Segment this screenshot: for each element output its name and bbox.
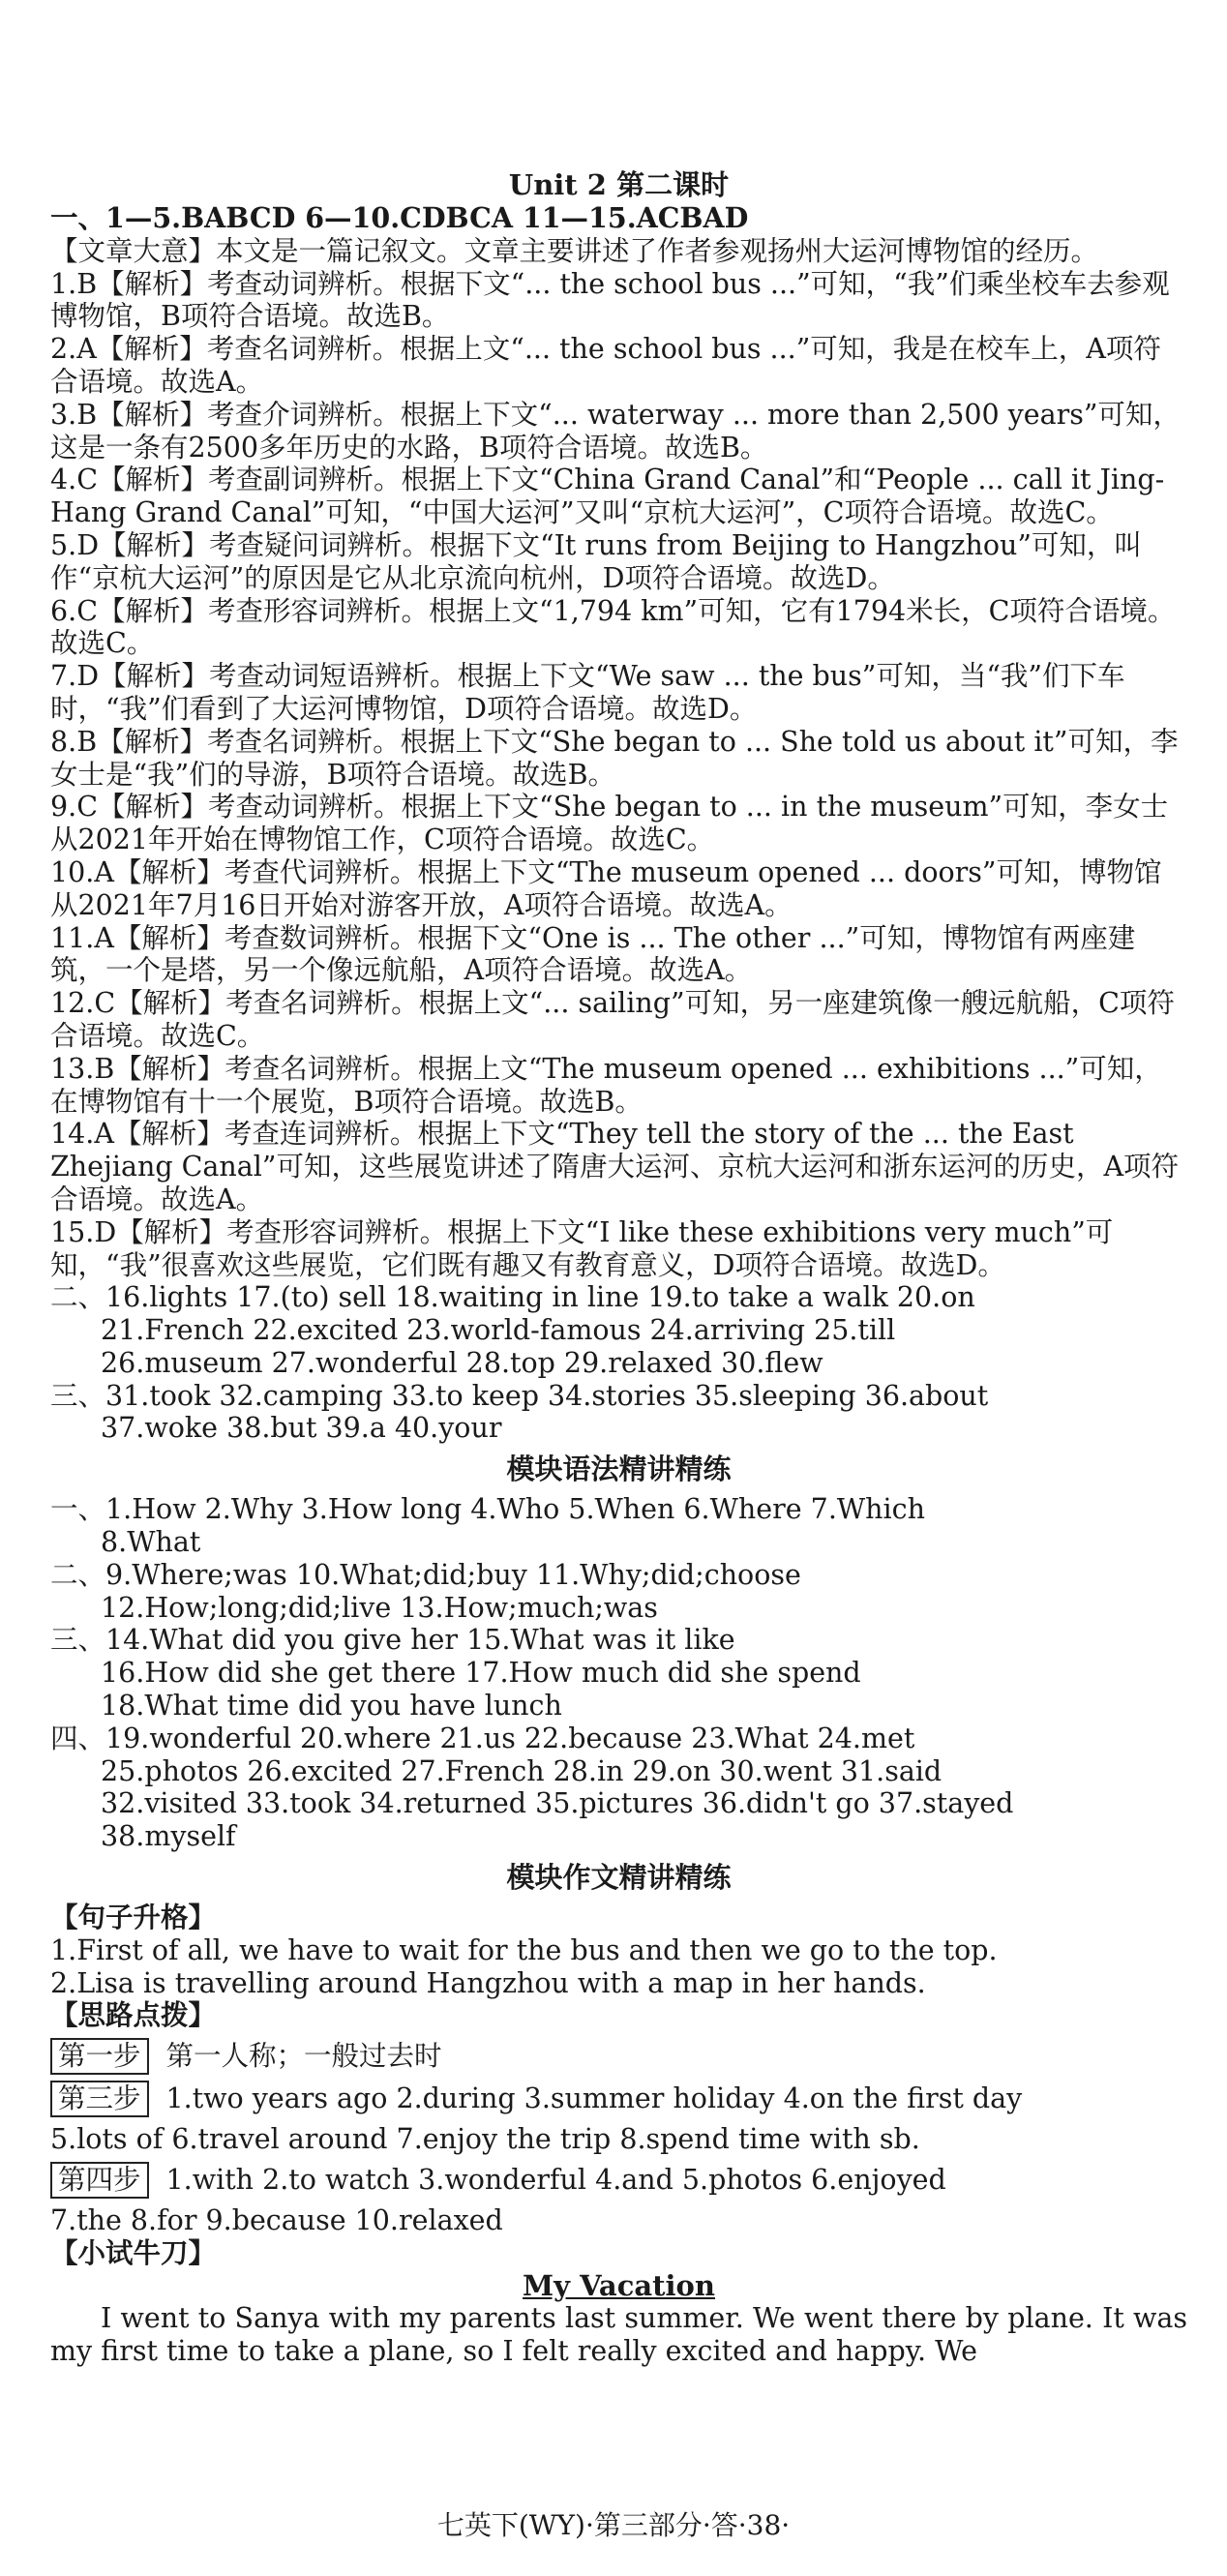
answer-line: 二、9.Where;was 10.What;did;buy 11.Why;did;choose (50, 1558, 801, 1591)
grammar-part-1 (50, 1493, 1187, 1559)
answer-line: 25.photos 26.excited 27.French 28.in 29.on 30.went 31.said (101, 1754, 943, 1787)
step-3 (50, 2081, 1187, 2117)
answer-line: 21.French 22.excited 23.world-famous 24.arriving 25.till (101, 1314, 896, 1347)
explanation-item: 13.B【解析】考查名词辨析。根据上文“The museum opened ... exhibitions ...”可知，在博物馆有十一个展览，B项符合语境。故选B。 (50, 1052, 1162, 1118)
step-4 (50, 2162, 1187, 2199)
answer-line: 32.visited 33.took 34.returned 35.pictures 36.didn't go 37.stayed (101, 1787, 1014, 1820)
section-1-answers: 一、1—5.BABCD 6—10.CDBCA 11—15.ACBAD (50, 201, 749, 234)
explanation-item: 4.C【解析】考查副词辨析。根据上下文“China Grand Canal”和“People ... call it Jing-Hang Grand Canal”可知，“中国大运河”又叫“京杭大运河”，C项符合语境。故选C。 (50, 464, 1165, 529)
section-3-answers (50, 1380, 1187, 1446)
grammar-part-3 (50, 1624, 1187, 1722)
grammar-part-4 (50, 1722, 1187, 1853)
article-summary: 【文章大意】本文是一篇记叙文。文章主要讲述了作者参观扬州大运河博物馆的经历。 (50, 234, 1099, 267)
essay-title: My Vacation (523, 2268, 715, 2302)
answer-line: 12.How;long;did;live 13.How;much;was (101, 1591, 658, 1624)
trial-heading: 【小试牛刀】 (50, 2235, 217, 2269)
step-text: 1.two years ago 2.during 3.summer holiday 4.on the first day (165, 2082, 1023, 2115)
explanation-item: 2.A【解析】考查名词辨析。根据上文“... the school bus ...”可知，我是在校车上，A项符合语境。故选A。 (50, 333, 1161, 398)
explanation-item: 1.B【解析】考查动词辨析。根据下文“... the school bus ...”可知，“我”们乘坐校车去参观博物馆，B项符合语境。故选B。 (50, 267, 1170, 333)
explanation-item: 8.B【解析】考查名词辨析。根据上下文“She began to ... She told us about it”可知，李女士是“我”们的导游，B项符合语境。故选B。 (50, 725, 1179, 791)
answer-line: 18.What time did you have lunch (101, 1690, 562, 1722)
essay-body: I went to Sanya with my parents last summer. We went there by plane. It was my first time to take a plane, so I felt really excited and happy. We (50, 2302, 1187, 2368)
answer-line: 37.woke 38.but 39.a 40.your (101, 1412, 502, 1445)
section-2-answers (50, 1281, 1187, 1379)
step-text: 1.with 2.to watch 3.wonderful 4.and 5.photos 6.enjoyed (165, 2164, 946, 2197)
explanation-item: 5.D【解析】考查疑问词辨析。根据下文“It runs from Beijing to Hangzhou”可知，叫作“京杭大运河”的原因是它从北京流向杭州，D项符合语境。故选D。 (50, 528, 1142, 594)
page-footer: 七英下(WY)·第三部分·答·38· (436, 2509, 791, 2541)
explanation-item: 15.D【解析】考查形容词辨析。根据上下文“I like these exhibitions very much”可知，“我”很喜欢这些展览，它们既有趣又有教育意义，D项符合语境。故选D。 (50, 1215, 1114, 1281)
answer-line: 一、1.How 2.Why 3.How long 4.Who 5.When 6.Where 7.Which (50, 1493, 925, 1526)
step-label: 第四步 (50, 2162, 149, 2199)
answer-line: 26.museum 27.wonderful 28.top 29.relaxed 30.flew (101, 1346, 823, 1379)
step-text: 第一人称；一般过去时 (165, 2040, 442, 2073)
thinking-heading: 【思路点拨】 (50, 1998, 217, 2032)
sentence-line: 1.First of all, we have to wait for the bus and then we go to the top. (50, 1933, 998, 1966)
writing-section-title: 模块作文精讲精练 (506, 1861, 732, 1895)
answer-line: 四、19.wonderful 20.where 21.us 22.because 23.What 24.met (50, 1722, 915, 1754)
step-text-continued: 5.lots of 6.travel around 7.enjoy the trip 8.spend time with sb. (50, 2123, 920, 2156)
step-label: 第一步 (50, 2038, 149, 2075)
step-label: 第三步 (50, 2081, 149, 2117)
answer-line: 8.What (101, 1526, 201, 1559)
page-title: Unit 2 第二课时 (508, 168, 730, 201)
sentence-line: 2.Lisa is travelling around Hangzhou with a map in her hands. (50, 1966, 926, 1999)
grammar-part-2 (50, 1559, 1187, 1625)
answer-line: 38.myself (101, 1820, 236, 1853)
explanation-item: 10.A【解析】考查代词辨析。根据上下文“The museum opened ... doors”可知，博物馆从2021年7月16日开始对游客开放，A项符合语境。故选A。 (50, 855, 1162, 921)
explanation-list (50, 268, 1187, 1282)
explanation-item: 6.C【解析】考查形容词辨析。根据上文“1,794 km”可知，它有1794米长，C项符合语境。故选C。 (50, 594, 1176, 660)
answer-line: 二、16.lights 17.(to) sell 18.waiting in line 19.to take a walk 20.on (50, 1281, 975, 1314)
answer-line: 三、14.What did you give her 15.What was it like (50, 1624, 735, 1657)
explanation-item: 12.C【解析】考查名词辨析。根据上文“... sailing”可知，另一座建筑像一艘远航船，C项符合语境。故选C。 (50, 987, 1175, 1052)
explanation-item: 11.A【解析】考查数词辨析。根据下文“One is ... The other ...”可知，博物馆有两座建筑，一个是塔，另一个像远航船，A项符合语境。故选A。 (50, 921, 1136, 987)
answer-line: 16.How did she get there 17.How much did she spend (101, 1657, 861, 1690)
answer-content (50, 169, 1187, 2368)
answer-line: 三、31.took 32.camping 33.to keep 34.stories 35.sleeping 36.about (50, 1379, 989, 1412)
step-text-continued: 7.the 8.for 9.because 10.relaxed (50, 2204, 503, 2237)
step-1 (50, 2038, 1187, 2075)
grammar-section-title: 模块语法精讲精练 (506, 1453, 732, 1486)
explanation-item: 3.B【解析】考查介词辨析。根据上下文“... waterway ... more than 2,500 years”可知，这是一条有2500多年历史的水路，B项符合语境。故选B。 (50, 398, 1181, 464)
explanation-item: 14.A【解析】考查连词辨析。根据上下文“They tell the story of the ... the East Zhejiang Canal”可知，这些展览讲述了隋唐大运河、京杭大运河和浙东运河的历史，A项符合语境。故选A。 (50, 1118, 1180, 1215)
sentence-upgrade-heading: 【句子升格】 (50, 1901, 217, 1934)
explanation-item: 7.D【解析】考查动词短语辨析。根据上下文“We saw ... the bus”可知，当“我”们下车时，“我”们看到了大运河博物馆，D项符合语境。故选D。 (50, 660, 1125, 725)
explanation-item: 9.C【解析】考查动词辨析。根据上下文“She began to ... in the museum”可知，李女士从2021年开始在博物馆工作，C项符合语境。故选C。 (50, 791, 1169, 856)
